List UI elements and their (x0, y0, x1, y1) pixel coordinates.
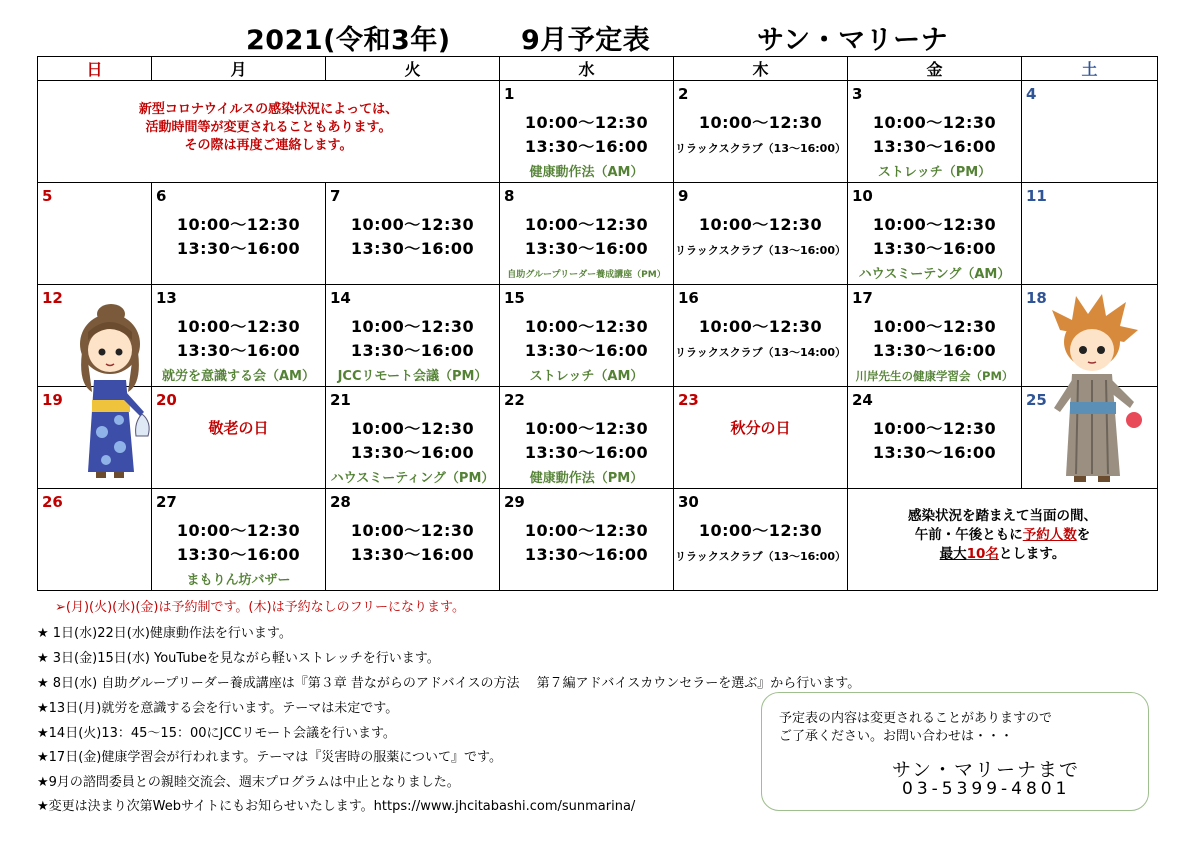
contact-line: 予定表の内容は変更されることがありますので (779, 711, 1053, 726)
calendar-table (37, 56, 1158, 591)
contact-line: ご了承ください。お問い合わせは・・・ (779, 729, 1014, 744)
capacity-note-line: 感染状況を踏まえて当面の間、 (908, 508, 1097, 524)
time-am: 10:00～12:30 (872, 317, 997, 336)
day-cell (152, 489, 326, 591)
weekday-wed: 水 (500, 57, 674, 81)
time-pm: 13:30～16:00 (350, 443, 475, 462)
event-label: 健康動作法（AM） (529, 165, 644, 180)
time-am: 10:00～12:30 (176, 521, 301, 540)
event-label: リラックスクラブ（13～16:00） (675, 142, 846, 155)
note-line: ➢(月)(火)(水)(金)は予約制です。(木)は予約なしのフリーになります。 (55, 600, 466, 615)
time-am: 10:00～12:30 (176, 317, 301, 336)
day-number: 26 (42, 493, 63, 511)
note-line: ★ 1日(水)22日(水)健康動作法を行います。 (37, 626, 292, 641)
boy-yukata-illustration (1042, 290, 1146, 490)
time-am: 10:00～12:30 (872, 215, 997, 234)
capacity-note-highlight: 10名 (966, 546, 999, 562)
time-pm: 13:30～16:00 (872, 443, 997, 462)
weekday-sun: 日 (38, 57, 152, 81)
time-am: 10:00～12:30 (524, 521, 649, 540)
day-number: 13 (156, 289, 177, 307)
time-pm: 13:30～16:00 (524, 137, 649, 156)
note-line: ★13日(月)就労を意識する会を行います。テーマは未定です。 (37, 701, 399, 716)
day-cell (674, 81, 848, 183)
day-cell (1022, 81, 1158, 183)
time-am: 10:00～12:30 (698, 317, 823, 336)
event-label: ハウスミーティング（PM） (330, 471, 495, 486)
day-number: 30 (678, 493, 699, 511)
event-label: 就労を意識する会（AM） (162, 369, 315, 384)
page-title (0, 18, 1197, 56)
day-cell (326, 285, 500, 387)
girl-yukata-illustration (64, 292, 160, 488)
capacity-note-cell (848, 489, 1158, 591)
note-line: ★変更は決まり次第Webサイトにもお知らせいたします。https://www.jhcitabashi.com/sunmarina/ (37, 799, 636, 814)
note-line: ★14日(火)13：45～15：00にJCCリモート会議を行います。 (37, 726, 396, 741)
day-cell (674, 285, 848, 387)
day-cell (38, 489, 152, 591)
day-cell (848, 81, 1022, 183)
day-number: 18 (1026, 289, 1047, 307)
weekday-sat: 土 (1022, 57, 1158, 81)
day-number: 21 (330, 391, 351, 409)
day-number: 3 (852, 85, 863, 103)
day-number: 24 (852, 391, 873, 409)
capacity-note-text: 午前・午後ともに (914, 527, 1023, 543)
weekday-tue: 火 (326, 57, 500, 81)
day-cell (326, 183, 500, 285)
time-pm: 13:30～16:00 (872, 137, 997, 156)
title-place: サン・マリーナ (757, 25, 949, 56)
day-cell (1022, 183, 1158, 285)
time-pm: 13:30～16:00 (524, 239, 649, 258)
time-am: 10:00～12:30 (698, 215, 823, 234)
event-label: ストレッチ（AM） (529, 369, 644, 384)
capacity-note-text: を (1076, 527, 1091, 543)
time-pm: 13:30～16:00 (176, 239, 301, 258)
day-number: 11 (1026, 187, 1047, 205)
title-month: 9月予定表 (521, 25, 651, 56)
day-cell (500, 387, 674, 489)
day-cell (152, 285, 326, 387)
event-label: 川岸先生の健康学習会（PM） (855, 369, 1014, 383)
time-pm: 13:30～16:00 (524, 443, 649, 462)
day-cell (500, 81, 674, 183)
day-number: 27 (156, 493, 177, 511)
time-pm: 13:30～16:00 (524, 341, 649, 360)
day-cell (38, 183, 152, 285)
day-number: 16 (678, 289, 699, 307)
contact-name: サン・マリーナまで (892, 759, 1081, 781)
day-cell (152, 183, 326, 285)
time-pm: 13:30～16:00 (176, 341, 301, 360)
time-am: 10:00～12:30 (524, 419, 649, 438)
note-line: ★17日(金)健康学習会が行われます。テーマは『災害時の服薬について』です。 (37, 750, 503, 765)
time-am: 10:00～12:30 (524, 317, 649, 336)
holiday-label: 秋分の日 (730, 419, 791, 437)
day-number: 4 (1026, 85, 1037, 103)
day-number: 12 (42, 289, 63, 307)
day-cell (848, 387, 1022, 489)
title-year: 2021(令和3年) (246, 25, 451, 56)
notice-line: 活動時間等が変更されることもあります。 (145, 120, 392, 135)
day-number: 17 (852, 289, 873, 307)
time-pm: 13:30～16:00 (350, 341, 475, 360)
weekday-mon: 月 (152, 57, 326, 81)
time-am: 10:00～12:30 (350, 317, 475, 336)
holiday-label: 敬老の日 (208, 419, 269, 437)
time-am: 10:00～12:30 (524, 113, 649, 132)
weekday-fri: 金 (848, 57, 1022, 81)
capacity-note-highlight: 予約人数 (1022, 527, 1077, 543)
note-line: ★ 8日(水) 自助グループリーダー養成講座は『第３章 昔ながらのアドバイスの方法 第７編アドバイスカウンセラーを選ぶ』から行います。 (37, 676, 861, 691)
event-label: ハウスミーテング（AM） (858, 267, 1011, 282)
event-label: まもりん坊バザー (186, 573, 291, 588)
event-label: リラックスクラブ（13～16:00） (675, 244, 846, 257)
note-line: ★ 3日(金)15日(水) YouTubeを見ながら軽いストレッチを行います。 (37, 651, 440, 666)
time-am: 10:00～12:30 (350, 521, 475, 540)
time-am: 10:00～12:30 (176, 215, 301, 234)
day-number: 2 (678, 85, 689, 103)
day-cell (674, 489, 848, 591)
time-pm: 13:30～16:00 (350, 239, 475, 258)
time-am: 10:00～12:30 (350, 215, 475, 234)
day-cell (326, 489, 500, 591)
time-pm: 13:30～16:00 (524, 545, 649, 564)
day-number: 23 (678, 391, 699, 409)
day-number: 8 (504, 187, 515, 205)
event-label: 自助グループリーダー養成講座（PM） (507, 270, 666, 280)
day-cell (326, 387, 500, 489)
contact-box (761, 692, 1149, 811)
event-label: リラックスクラブ（13～16:00） (675, 550, 846, 563)
day-cell (674, 183, 848, 285)
day-cell (848, 285, 1022, 387)
capacity-note-text: 最大 (939, 546, 967, 562)
day-number: 6 (156, 187, 167, 205)
day-number: 7 (330, 187, 341, 205)
day-number: 19 (42, 391, 63, 409)
day-cell (848, 183, 1022, 285)
time-am: 10:00～12:30 (350, 419, 475, 438)
day-number: 15 (504, 289, 525, 307)
day-number: 29 (504, 493, 525, 511)
notice-line: 新型コロナウイルスの感染状況によっては、 (138, 102, 399, 117)
day-number: 14 (330, 289, 351, 307)
time-am: 10:00～12:30 (698, 521, 823, 540)
weekday-thu: 木 (674, 57, 848, 81)
day-number: 9 (678, 187, 689, 205)
notice-line: その際は再度ご連絡します。 (184, 138, 353, 153)
day-number: 10 (852, 187, 873, 205)
capacity-note-text: とします。 (998, 546, 1066, 562)
time-am: 10:00～12:30 (872, 113, 997, 132)
contact-phone: 03-5399-4801 (902, 779, 1071, 799)
day-number: 1 (504, 85, 515, 103)
time-am: 10:00～12:30 (698, 113, 823, 132)
event-label: リラックスクラブ（13～14:00） (675, 346, 846, 359)
day-number: 22 (504, 391, 525, 409)
time-pm: 13:30～16:00 (872, 239, 997, 258)
day-number: 20 (156, 391, 177, 409)
event-label: 健康動作法（PM） (529, 471, 644, 486)
day-number: 28 (330, 493, 351, 511)
note-line: ★9月の諮問委員との親睦交流会、週末プログラムは中止となりました。 (37, 775, 460, 790)
time-pm: 13:30～16:00 (176, 545, 301, 564)
time-am: 10:00～12:30 (524, 215, 649, 234)
time-pm: 13:30～16:00 (350, 545, 475, 564)
day-cell (500, 285, 674, 387)
time-pm: 13:30～16:00 (872, 341, 997, 360)
day-cell (152, 387, 326, 489)
event-label: ストレッチ（PM） (877, 165, 992, 180)
day-cell (500, 183, 674, 285)
day-cell (500, 489, 674, 591)
time-am: 10:00～12:30 (872, 419, 997, 438)
day-number: 5 (42, 187, 53, 205)
day-number: 25 (1026, 391, 1047, 409)
event-label: JCCリモート会議（PM） (337, 369, 488, 384)
notice-cell (38, 81, 500, 183)
day-cell (674, 387, 848, 489)
